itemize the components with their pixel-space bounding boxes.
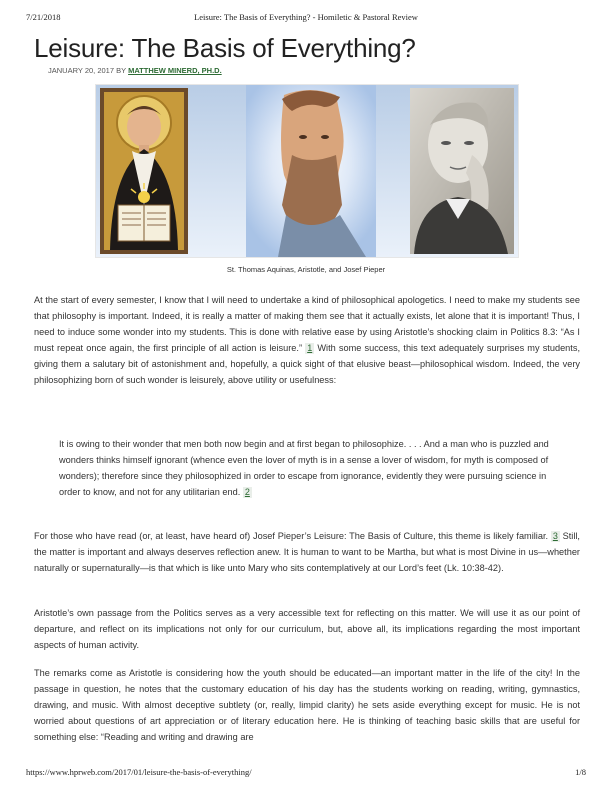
- article-title: Leisure: The Basis of Everything?: [34, 33, 416, 63]
- print-page-number: 1/8: [575, 767, 586, 777]
- paragraph-3: Aristotle’s own passage from the Politics serves as a very accessible text for reflecting on this matter. We will use it as our point of departure, and reflect on its implications not only for our curriculum, but, above all, its implications regarding the most important aspects of human activity.: [34, 608, 580, 651]
- article-date: JANUARY 20, 2017: [48, 66, 115, 75]
- print-date: 7/21/2018: [26, 12, 61, 22]
- paragraph-2: [34, 528, 580, 576]
- paragraph-1-text: At the start of every semester, I know that I will need to undertake a kind of philosophical apologetics. I need to make my students see that philosophy is important. Indeed, it is really a matter of making them see that it actually exists, let alone that it is important! Thus, I need to induce some wonder into my students. This is done with relative ease by using Aristotle’s shocking claim in Politics 8.3: “As I must repeat once again, the first principle of all action is leisure.”: [34, 295, 580, 354]
- print-url: https://www.hprweb.com/2017/01/leisure-the-basis-of-everything/: [26, 767, 252, 777]
- photo-of-josef-pieper: [410, 88, 514, 254]
- image-caption: St. Thomas Aquinas, Aristotle, and Josef Pieper: [226, 265, 386, 274]
- article-byline: [48, 66, 222, 75]
- paragraph-2-text: For those who have read (or, at least, have heard of) Josef Pieper’s Leisure: The Basis of Culture, this theme is likely familiar.: [34, 531, 549, 541]
- byline-by: BY: [116, 66, 126, 75]
- paragraph-1-continued: With some success, this text adequately surprises my students, giving them a salutary bit of astonishment and, hopefully, a quick sight of that elusive beast—philosophical wisdom. Indeed, the very philosophizing born of such wonder is leisurely, above utility or usefulness:: [34, 343, 580, 386]
- print-footer: [26, 767, 586, 779]
- block-quote: [59, 436, 552, 500]
- portrait-of-thomas-aquinas: [100, 88, 188, 254]
- footnote-link-1[interactable]: 1: [307, 343, 313, 354]
- footnote-link-3[interactable]: 3: [552, 531, 558, 541]
- header-image: [95, 84, 519, 258]
- paragraph-4: The remarks come as Aristotle is considering how the youth should be educated—an important matter in the life of the city! In the passage in question, he notes that the customary education of his day has the students working on reading, writing, gymnastics, drawing, and music. With almost deceptive subtlety (or, really, limpid clarity) he sets aside everything except for music. He is not worried about questions of art appreciation or of literary education here. He is thinking of teaching basic skills that are useful for something else: “Reading and writing and drawing are: [34, 668, 580, 743]
- print-header: [26, 12, 586, 24]
- author-link[interactable]: MATTHEW MINERD, PH.D.: [128, 66, 222, 75]
- block-quote-text: It is owing to their wonder that men both now begin and at first began to philosophize. . . . And a man who is puzzled and wonders thinks himself ignorant (whence even the lover of myth is in a sense a lover of wisdom, for myth is composed of wonders); therefore since they philosophized in order to escape from ignorance, evidently they were pursuing science in order to know, and not for any utilitarian end.: [59, 439, 549, 498]
- print-page-title: Leisure: The Basis of Everything? - Homiletic & Pastoral Review: [194, 12, 418, 22]
- footnote-link-2[interactable]: 2: [244, 487, 250, 498]
- paragraph-2-continued: Still, the matter is important and always deserves reflection anew. It is human to want to be Martha, but what is most Divine in us—whether naturally or supernaturally—is that which is like unto Mary who sits contemplatively at our Lord’s feet (Lk. 10:38-42).: [34, 531, 580, 574]
- paragraph-1: [34, 292, 580, 389]
